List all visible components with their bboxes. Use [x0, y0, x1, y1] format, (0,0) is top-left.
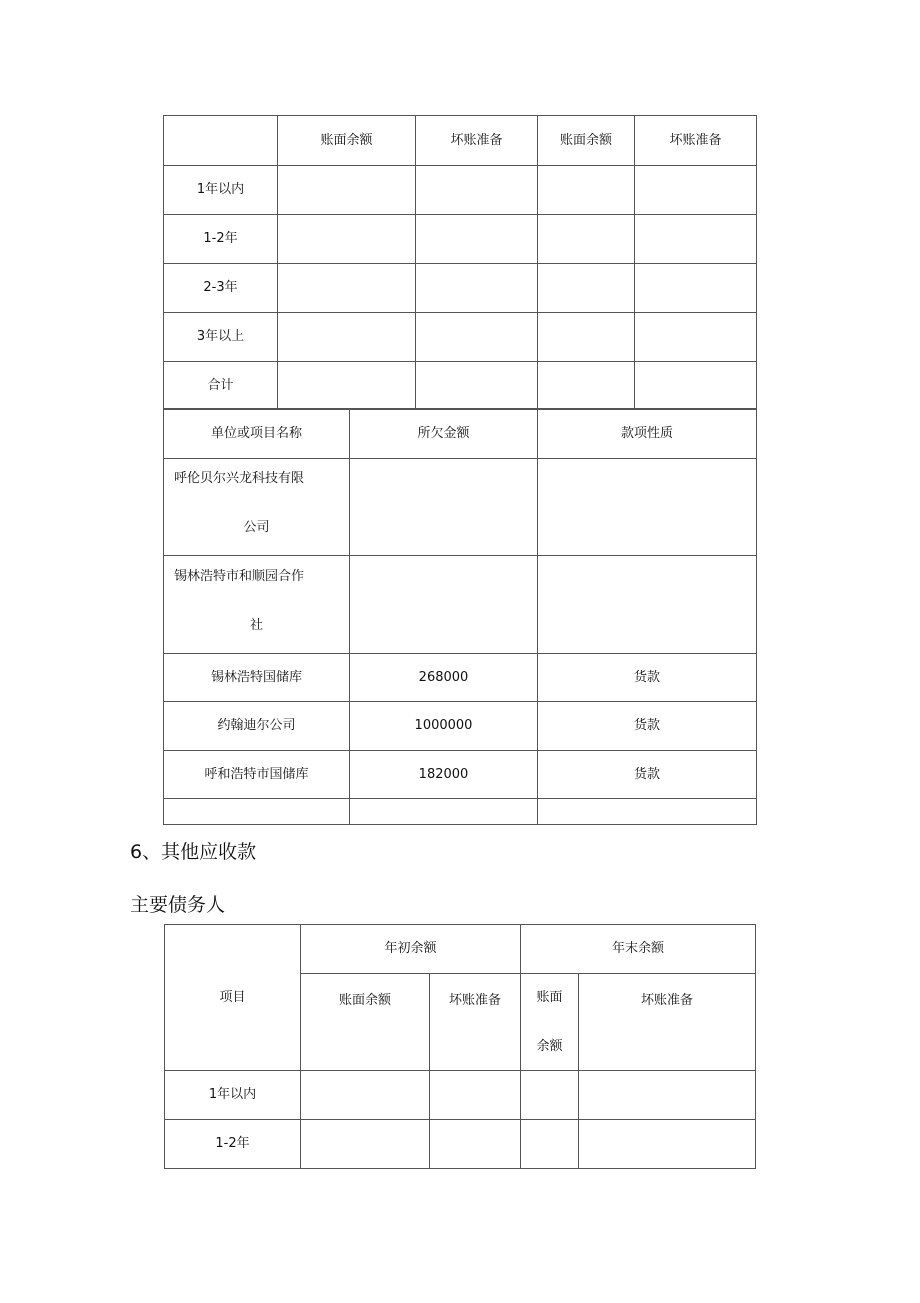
aging-header-cell: 账面余额	[538, 116, 635, 166]
other-receivables-table	[164, 924, 756, 1169]
table-row-total	[164, 362, 757, 410]
table-cell	[538, 166, 635, 215]
table-cell	[278, 166, 416, 215]
table-row	[164, 459, 757, 556]
debtor-amount-cell: 1000000	[350, 702, 538, 751]
table-row	[164, 751, 757, 799]
debtor-nature-cell: 货款	[538, 654, 757, 702]
debtor-amount-cell: 182000	[350, 751, 538, 799]
debtor-table	[163, 408, 757, 825]
table-cell	[278, 362, 416, 410]
table-cell	[635, 215, 757, 264]
debtor-nature-cell	[538, 459, 757, 556]
table-cell	[278, 313, 416, 362]
table-cell	[579, 1071, 756, 1120]
table-cell	[538, 799, 757, 825]
aging-header-cell: 账面余额	[278, 116, 416, 166]
row-label: 1年以内	[165, 1071, 301, 1120]
debtor-name-line2: 社	[249, 617, 263, 633]
sub-header-book-line2: 余额	[536, 1038, 563, 1054]
aging-header-cell: 坏账准备	[635, 116, 757, 166]
debtor-header-cell: 所欠金额	[350, 409, 538, 459]
sub-title: 主要债务人	[130, 894, 226, 916]
debtor-name-cell	[164, 556, 350, 654]
sub-header-book-line1: 账面	[536, 990, 563, 1005]
debtor-header-row	[164, 409, 757, 459]
debtor-amount-cell	[350, 556, 538, 654]
debtor-nature-cell: 货款	[538, 751, 757, 799]
debtor-nature-cell	[538, 556, 757, 654]
table-cell	[416, 264, 538, 313]
sub-header-book-narrow	[521, 974, 579, 1071]
row-label: 1-2年	[164, 215, 278, 264]
table-cell	[635, 166, 757, 215]
table-cell	[635, 362, 757, 410]
debtor-amount-cell: 268000	[350, 654, 538, 702]
table-cell	[301, 1071, 430, 1120]
table-row	[164, 556, 757, 654]
row-label: 3年以上	[164, 313, 278, 362]
table-cell	[538, 215, 635, 264]
debtor-name-cell	[164, 459, 350, 556]
table-cell	[416, 362, 538, 410]
table-cell	[278, 264, 416, 313]
debtor-name-line1: 呼伦贝尔兴龙科技有限	[174, 471, 305, 486]
table-row	[165, 1071, 756, 1120]
table-cell	[538, 264, 635, 313]
table-cell	[278, 215, 416, 264]
table-row-empty	[164, 799, 757, 825]
table-row	[165, 1120, 756, 1169]
item-header: 项目	[165, 925, 301, 1071]
table-cell	[538, 362, 635, 410]
table-cell	[430, 1071, 521, 1120]
debtor-name-line2: 公司	[243, 519, 270, 535]
row-label: 合计	[164, 362, 278, 410]
debtor-name-cell: 锡林浩特国储库	[164, 654, 350, 702]
debtor-name-cell: 呼和浩特市国储库	[164, 751, 350, 799]
aging-header-cell: 坏账准备	[416, 116, 538, 166]
table-row	[164, 166, 757, 215]
group-header-begin: 年初余额	[301, 925, 521, 974]
table-cell	[350, 799, 538, 825]
group-header-end: 年末余额	[521, 925, 756, 974]
table-cell	[301, 1120, 430, 1169]
table-cell	[521, 1120, 579, 1169]
table-row	[164, 264, 757, 313]
debtor-amount-cell	[350, 459, 538, 556]
table-row	[164, 654, 757, 702]
section-title: 6、其他应收款	[130, 841, 257, 863]
debtor-name-cell: 约翰迪尔公司	[164, 702, 350, 751]
sub-header-bad-end: 坏账准备	[579, 974, 756, 1071]
table-cell	[579, 1120, 756, 1169]
table-cell	[416, 166, 538, 215]
table-cell	[635, 264, 757, 313]
table-cell	[521, 1071, 579, 1120]
sub-header-bad: 坏账准备	[430, 974, 521, 1071]
debtor-header-cell: 款项性质	[538, 409, 757, 459]
debtor-nature-cell: 货款	[538, 702, 757, 751]
row-label: 1年以内	[164, 166, 278, 215]
aging-header-row	[164, 116, 757, 166]
table-row	[164, 215, 757, 264]
table-cell	[538, 313, 635, 362]
sub-header-book: 账面余额	[301, 974, 430, 1071]
row-label: 2-3年	[164, 264, 278, 313]
aging-table	[163, 115, 757, 410]
table-cell	[416, 215, 538, 264]
row-label: 1-2年	[165, 1120, 301, 1169]
table-row	[164, 702, 757, 751]
table-row	[164, 313, 757, 362]
table-cell	[430, 1120, 521, 1169]
table-cell	[416, 313, 538, 362]
group-header-row	[165, 925, 756, 974]
debtor-name-line1: 锡林浩特市和顺园合作	[174, 569, 305, 584]
table-cell	[635, 313, 757, 362]
aging-header-cell	[164, 116, 278, 166]
debtor-header-cell: 单位或项目名称	[164, 409, 350, 459]
table-cell	[164, 799, 350, 825]
